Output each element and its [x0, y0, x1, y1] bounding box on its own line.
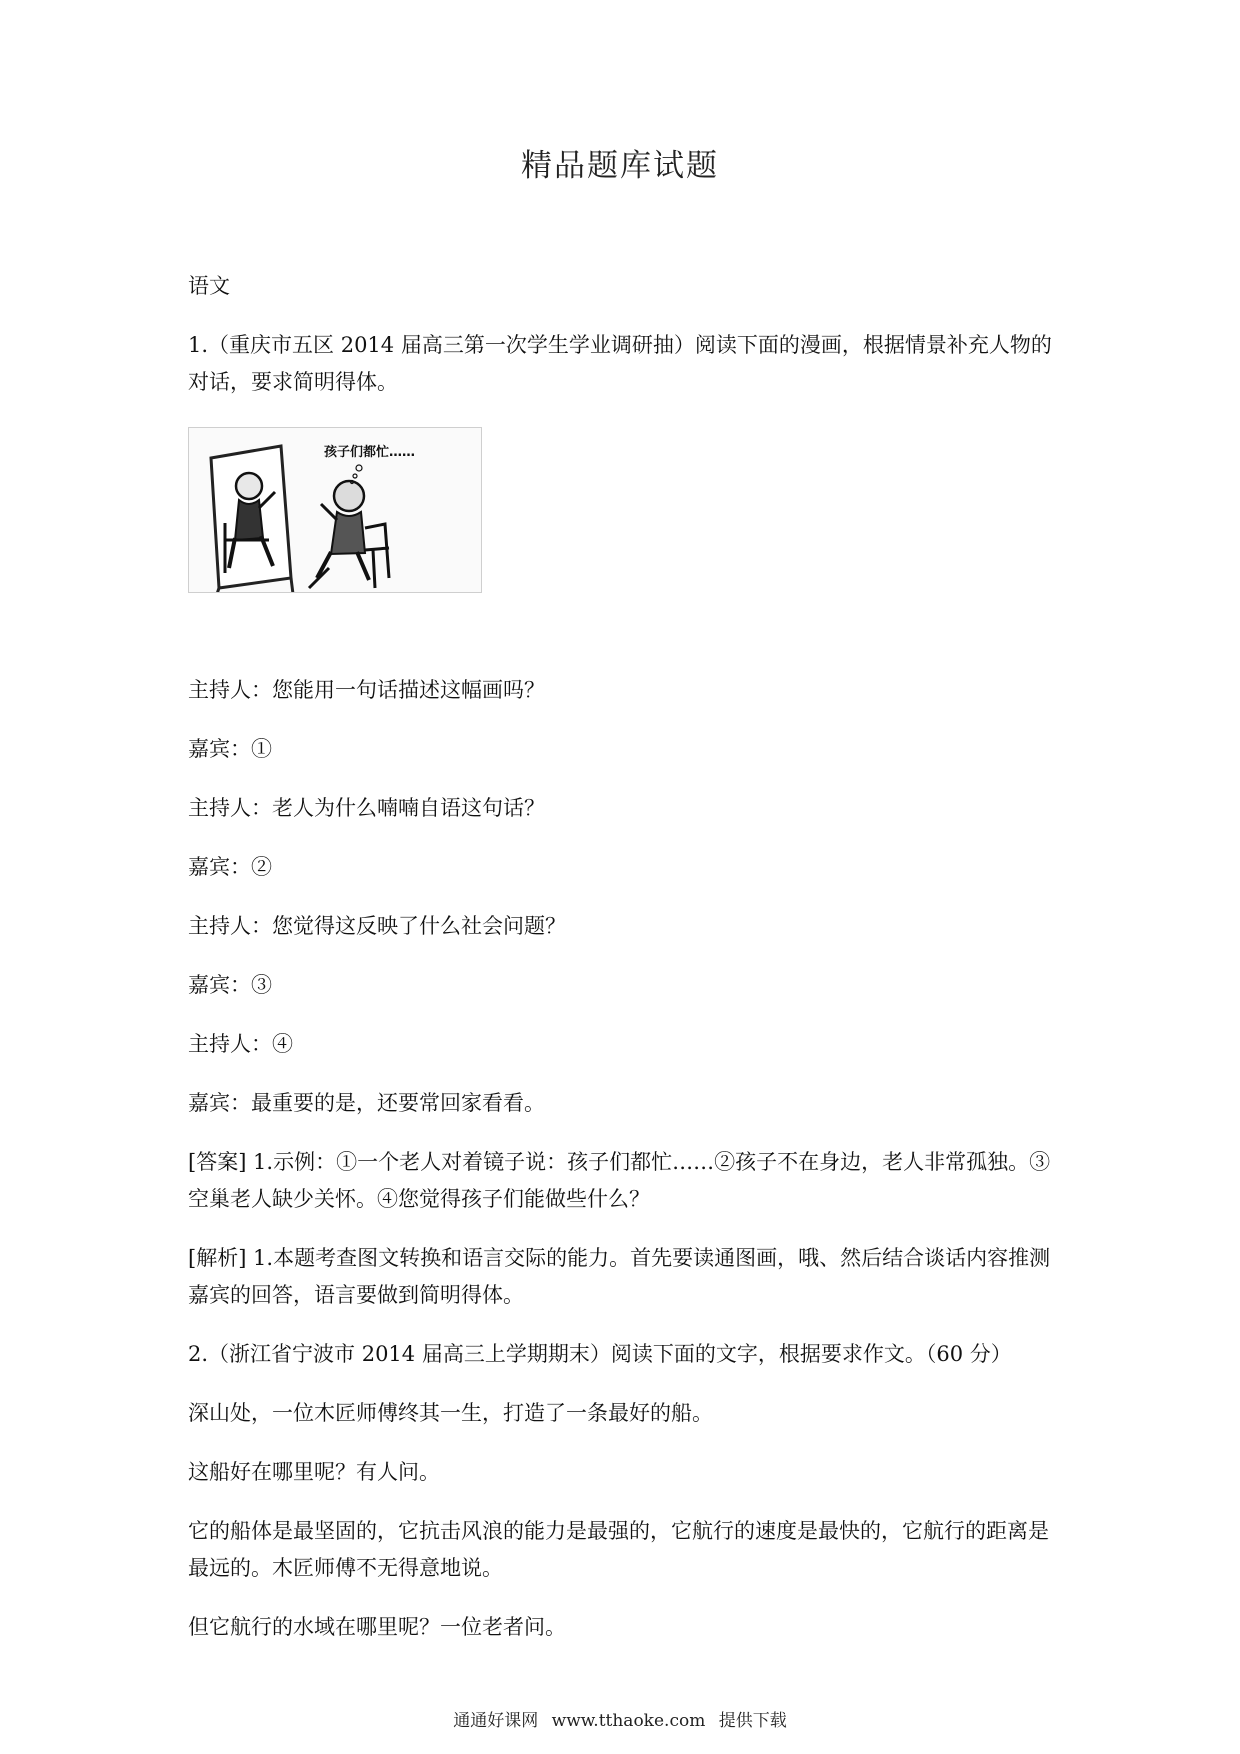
cartoon-image: [188, 427, 482, 593]
dialog-line: 主持人：您能用一句话描述这幅画吗？: [188, 678, 545, 702]
page-footer: [0, 1706, 1240, 1731]
passage-line: 但它航行的水域在哪里呢？一位老者问。: [188, 1615, 566, 1639]
cartoon-caption-text: 孩子们都忙……: [324, 445, 416, 460]
answer-paragraph: [答案] 1.示例：①一个老人对着镜子说：孩子们都忙……②孩子不在身边，老人非常孤独。③空巢老人缺少关怀。④您觉得孩子们能做些什么？: [188, 1150, 1051, 1211]
passage-line: 这船好在哪里呢？有人问。: [188, 1460, 440, 1484]
footer-url[interactable]: www.tthaoke.com: [551, 1711, 706, 1731]
page-title: 精品题库试题: [521, 148, 719, 184]
dialog-line: 嘉宾：②: [188, 855, 272, 879]
footer-note: 提供下载: [718, 1711, 787, 1731]
footer-site-name: 通通好课网: [453, 1711, 539, 1731]
dialog-line: 嘉宾：最重要的是，还要常回家看看。: [188, 1091, 545, 1115]
dialog-line: 嘉宾：①: [188, 737, 272, 761]
question-1-prompt: 1.（重庆市五区 2014 届高三第一次学生学业调研抽）阅读下面的漫画，根据情景补充人物的对话，要求简明得体。: [188, 333, 1052, 394]
question-header: [188, 268, 1063, 401]
dialog-line: 主持人：老人为什么喃喃自语这句话？: [188, 796, 545, 820]
dialog-line: 主持人：④: [188, 1032, 293, 1056]
dialog-line: 嘉宾：③: [188, 973, 272, 997]
passage-line: 深山处，一位木匠师傅终其一生，打造了一条最好的船。: [188, 1401, 713, 1425]
subject-label: 语文: [188, 274, 230, 298]
dialog-block: [188, 672, 1063, 1668]
passage-line: 它的船体是最坚固的，它抗击风浪的能力是最强的，它航行的速度是最快的，它航行的距离是最远的。木匠师傅不无得意地说。: [188, 1519, 1049, 1580]
question-2-prompt: 2.（浙江省宁波市 2014 届高三上学期期末）阅读下面的文字，根据要求作文。（60 分）: [188, 1342, 1012, 1366]
analysis-paragraph: [解析] 1.本题考查图文转换和语言交际的能力。首先要读通图画，哦、然后结合谈话内容推测嘉宾的回答，语言要做到简明得体。: [188, 1246, 1051, 1307]
dialog-line: 主持人：您觉得这反映了什么社会问题？: [188, 914, 566, 938]
